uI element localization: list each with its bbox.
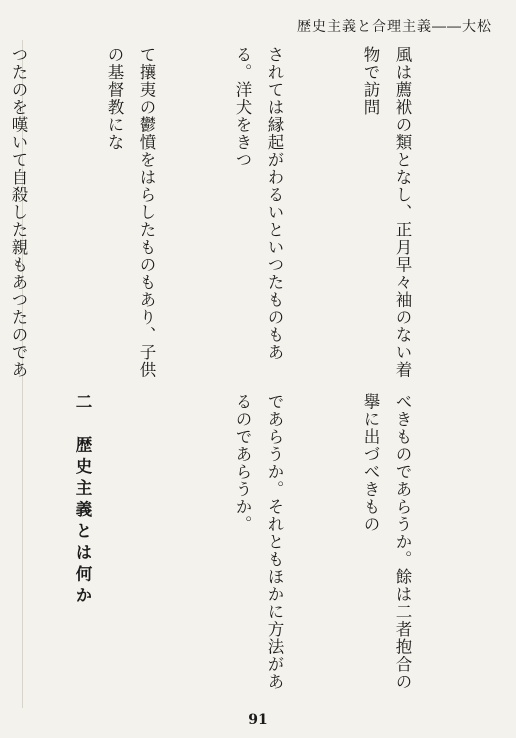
section-heading: 二 歴史主義とは何か [73,393,92,608]
upper-text-block [9,46,482,380]
text-line: であらうか。それともほかに方法があるのであらうか。 [233,393,284,691]
running-header [36,16,492,36]
text-line: つたのを嘆いて自殺した親もあつたのであ [9,46,28,379]
text-line: 風は薦袱の類となし、正月早々袖のない着物で訪問 [361,46,412,379]
text-line: て攘夷の鬱憤をはらしたものもあり、子供の基督教にな [105,46,156,379]
text-line: べきものであらうか。餘は二者抱合の擧に出づべきもの [361,393,412,691]
lower-text-block [30,393,482,695]
header-spacer [36,20,76,32]
text-line: されては縁起がわるいといつたものもある。洋犬をきつ [233,46,284,361]
page-number: 91 [248,712,268,728]
header-title: 歴史主義と合理主義――大松 [297,19,492,35]
